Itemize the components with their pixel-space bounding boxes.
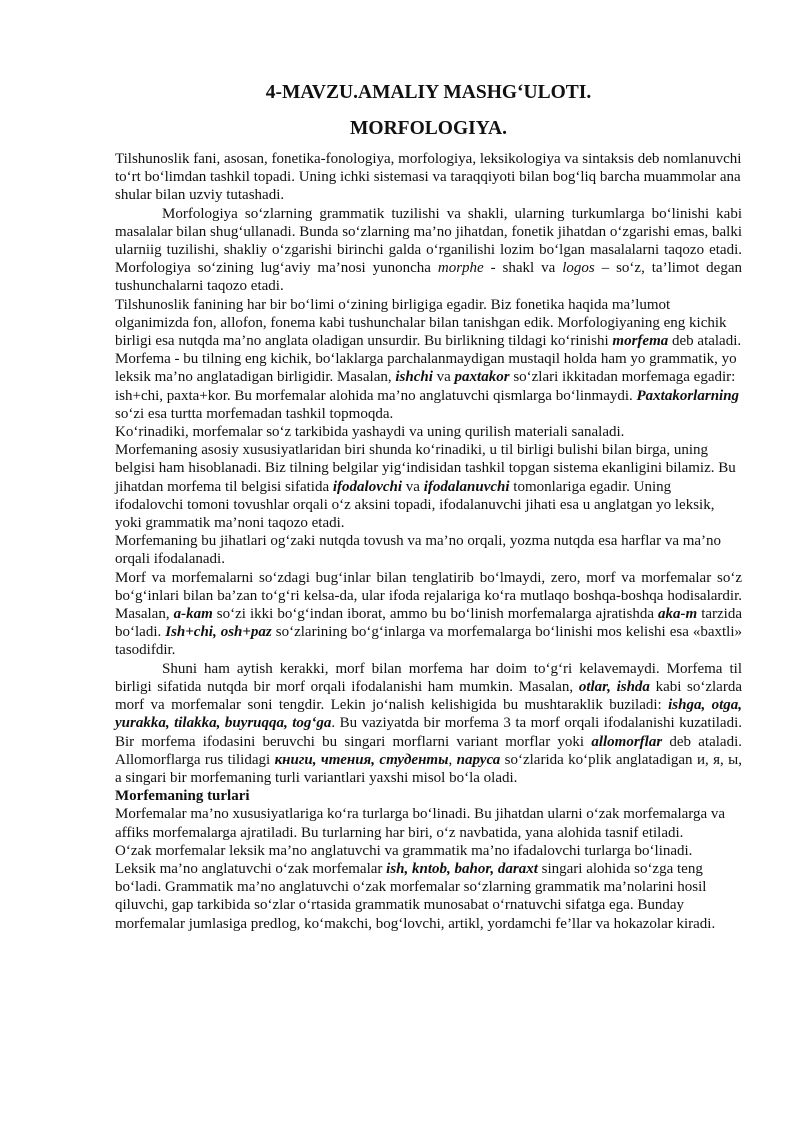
paragraph-morpheme-types: Morfemalar ma’no xususiyatlariga ko‘ra turlarga bo‘linadi. Bu jihatdan ularni o‘zak morfemalarga va affiks morfemalarga ajratiladi. Bu turlarning har biri, o‘z navbatida, yana alohida tasnif etiladi. (115, 806, 726, 841)
paragraph-lexical-grammatical: Leksik ma’no anglatuvchi o‘zak morfemalar ish, kntob, bahor, daraxt singari alohida so‘zga teng bo‘ladi. Grammatik ma’no anglatuvchi o‘zak morfemalar so‘zlarning grammatik ma’nolarini hosil qiluvchi, gap tarkibida so‘zlar o‘rtasida grammatik munosabat o‘rnatuvchi sifatga ega. Bunday morfemalar jumlasiga predlog, ko‘makchi, bog‘lovchi, artikl, yordamchi fe’llar va hokazolar kiradi. (115, 860, 716, 932)
document-page (115, 78, 742, 933)
paragraph-root-morphemes: O‘zak morfemalar leksik ma’no anglatuvchi va grammatik ma’no ifadalovchi turlarga bo‘linadi. (115, 842, 693, 859)
term-allomorflar: allomorflar (591, 733, 663, 750)
paragraph-morf-syllable: Morf va morfemalarni so‘zdagi bug‘inlar bilan tenglatirib bo‘lmaydi, zero, morf va morfemalar so‘z bo‘g‘inlari bilan ba’zan to‘g‘ri kelsa-da, ular ifoda rejalariga ko‘ra mutlaqo boshqa-boshqa hodisalardir. Masalan, a-kam so‘zi ikki bo‘g‘indan iborat, ammo bu bo‘linish morfemalarga ajratishda aka-m tarzida bo‘ladi. Ish+chi, osh+paz so‘zlarining bo‘g‘inlarga va morfemalarga bo‘linishi mos kelishi esa «baxtli» tasodifdir. (115, 569, 742, 659)
term-ishchi: ishchi (395, 369, 433, 386)
term-aka-m: aka-m (658, 606, 698, 623)
paragraph-allomorphs: Shuni ham aytish kerakki, morf bilan morfema har doim to‘g‘ri kelavemaydi. Morfema til birligi sifatida nutqda bir morf orqali ifodalanishi ham mumkin. Masalan, otlar, ishda kabi so‘zlarda morf va morfemalar soni tengdir. Lekin jo‘nalish kelishigida bu mushtaraklik buziladi: ishga, otga, yurakka, tilakka, buyruqqa, tog‘ga. Bu vaziyatda bir morfema 3 ta morf orqali ifodalanishi kuzatiladi. Bir morfema ifodasini beruvchi bu singari morflarni variant morflar yoki allomorflar deb ataladi. Allomorflarga rus tilidagi книги, чтения, студенты, паруса so‘zlarida ko‘plik anglatadigan и, я, ы, a singari bir morfemaning turli variantlari yaxshi misol bo‘la oladi. (115, 660, 742, 786)
term-root-examples: ish, kntob, bahor, daraxt (386, 860, 538, 877)
term-ifodalovchi: ifodalovchi (332, 478, 403, 495)
term-paxtakor: paxtakor (454, 369, 510, 386)
term-morphe: morphe (437, 260, 484, 277)
term-morfema: morfema (612, 333, 669, 350)
term-a-kam: a-kam (173, 606, 213, 623)
paragraph-intro: Tilshunoslik fani, asosan, fonetika-fonologiya, morfologiya, leksikologiya va sintaksis deb nomlanuvchi to‘rt bo‘limdan tashkil topadi. Uning ichki sistemasi va taraqqiyoti bilan bog‘liq barcha muammolar ana shular bilan uzviy tutashadi. (115, 151, 742, 204)
term-ishchi-oshpaz: Ish+chi, osh+paz (165, 624, 272, 641)
paragraph-oral-written: Morfemaning bu jihatlari og‘zaki nutqda tovush va ma’no orqali, yozma nutqda esa harflar va ma’no orqali ifodalanadi. (115, 533, 722, 568)
section-heading-morpheme-types: Morfemaning turlari (115, 788, 250, 805)
paragraph-morphology-definition: Morfologiya so‘zlarning grammatik tuzilishi va shakli, ularning turkumlarga bo‘linishi kabi masalalar bilan shug‘ullanadi. Bunda so‘zlarning ma’no jihatdan, fonetik jihatdan o‘zgarishi emas, balki ularniig tuzilishi, shakliy o‘zgarishi birinchi galda o‘rganilishi lozim bo‘lgan masalalarni taqozo etadi. Morfologiya so‘zining lug‘aviy ma’nosi yunoncha morphe - shakl va logos – so‘z, ta’limot degan tushunchalarni taqozo etadi. (115, 205, 742, 295)
term-paxtakorlarning: Paxtakorlarning (636, 387, 740, 404)
term-parusa: паруса (456, 751, 501, 768)
document-subtitle: MORFOLOGIYA. (350, 118, 507, 139)
term-logos: logos (562, 260, 595, 277)
term-ifodalanuvchi: ifodalanuvchi (423, 478, 510, 495)
term-russian-examples: книги, чтения, студенты (274, 751, 449, 768)
term-ishga-examples: ishga, otga, yurakka, tilakka, buyruqqa, tog‘ga (115, 697, 742, 732)
document-title: 4-MAVZU.AMALIY MASHG‘ULOTI. (265, 82, 592, 103)
paragraph-building-material: Ko‘rinadiki, morfemalar so‘z tarkibida yashaydi va uning qurilish materiali sanaladi. (115, 424, 625, 441)
paragraph-morpheme-sign: Morfemaning asosiy xususiyatlaridan biri shunda ko‘rinadiki, u til birligi bulishi bilan birga, uning belgisi ham hisoblanadi. Biz tilning belgilar yig‘indisidan tashkil topgan sistema ekanligini bilamiz. Bu jihatdan morfema til belgisi sifatida ifodalovchi va ifodalanuvchi tomonlariga egadir. Uning ifodalovchi tomoni tovushlar orqali o‘z aksini topadi, ifodalanuvchi jihati esa u anglatgan yo leksik, yoki grammatik ma’noni taqozo etadi. (115, 442, 736, 532)
term-otlar-ishda: otlar, ishda (578, 678, 650, 695)
paragraph-morpheme-unit: Tilshunoslik fanining har bir bo‘limi o‘zining birligiga egadir. Biz fonetika haqida ma’lumot olganimizda fon, allofon, fonema kabi tushunchalar bilan tanishgan edik. Morfologiyaning eng kichik birligi esa nutqda ma’no anglata oladigan unsurdir. Bu birlikning tildagi ko‘rinishi morfema deb ataladi. Morfema - bu tilning eng kichik, bo‘laklarga parchalanmaydigan mustaqil holda ham yo grammatik, yo leksik ma’no anglatadigan birligidir. Masalan, ishchi va paxtakor so‘zlari ikkitadan morfemaga egadir: ish+chi, paxta+kor. Bu morfemalar alohida ma’no anglatuvchi qismlarga bo‘linmaydi. Paxtakorlarning so‘zi esa turtta morfemadan tashkil topmoqda. (115, 296, 742, 422)
